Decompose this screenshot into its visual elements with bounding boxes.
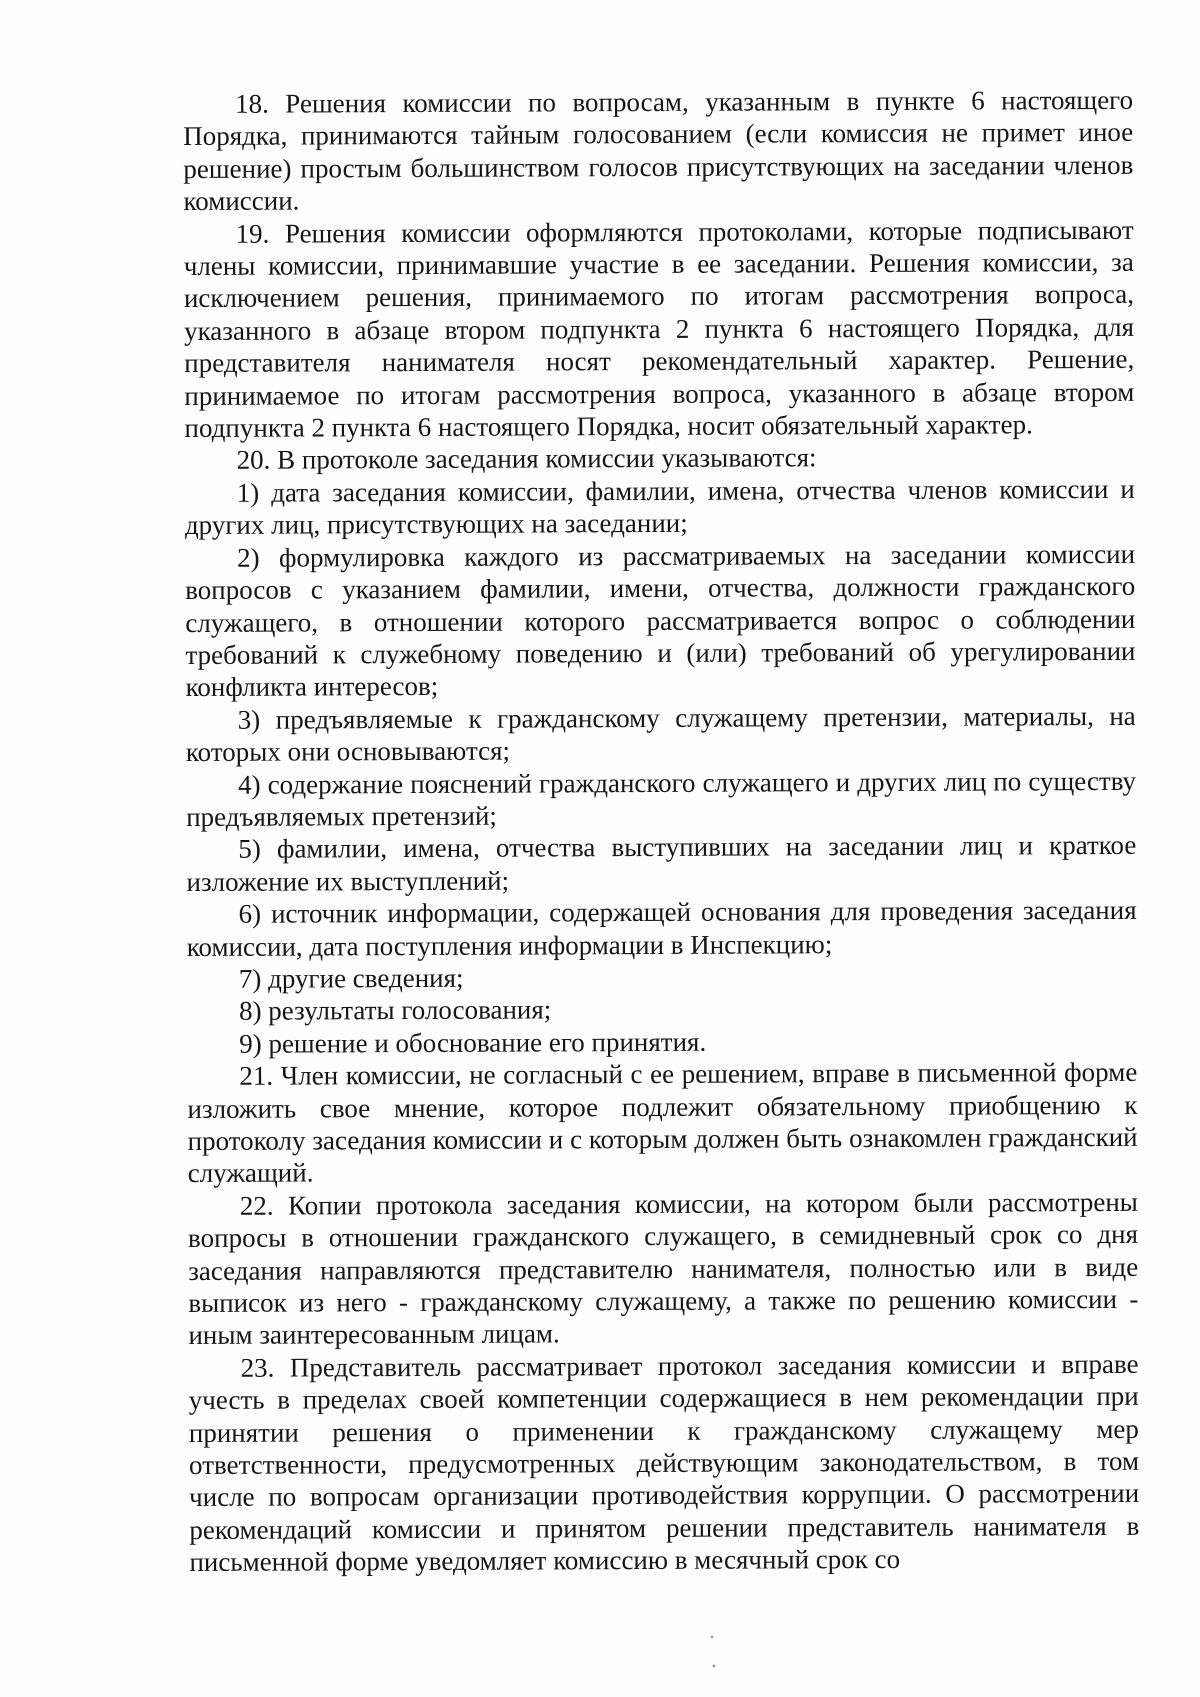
scan-speck	[711, 1636, 714, 1639]
paragraph-19: 19. Решения комиссии оформляются протоколами, которые подписывают члены комиссии, принимавшие участие в ее заседании. Решения комиссии, за исключением решения, принимаемого по итогам рассмотрения вопроса, указанного в абзаце втором подпункта 2 пункта 6 настоящего Порядка, для представителя нанимателя носят рекомендательный характер. Решение, принимаемое по итогам рассмотрения вопроса, указанного в абзаце втором подпункта 2 пункта 6 настоящего Порядка, носит обязательный характер.	[183, 214, 1135, 444]
list-item-2: 2) формулировка каждого из рассматриваемых на заседании комиссии вопросов с указанием фамилии, имени, отчества, должности гражданского служащего, в отношении которого рассматривается вопрос о соблюдении требований к служебному поведению и (или) требований об урегулировании конфликта интересов;	[185, 538, 1136, 703]
paragraph-22: 22. Копии протокола заседания комиссии, на котором были рассмотрены вопросы в отношении гражданского служащего, в семидневный срок со дня заседания направляются представителю нанимателя, полностью или в виде выписок из него - гражданскому служащему, а также по решению комиссии - иным заинтересованным лицам.	[187, 1186, 1139, 1351]
list-item-8: 8) результаты голосования;	[238, 994, 552, 1027]
list-item-6: 6) источник информации, содержащей основания для проведения заседания комиссии, дата поступления информации в Инспекцию;	[186, 895, 1137, 962]
list-item-7: 7) другие сведения;	[238, 962, 464, 994]
paragraph-20: 20. В протоколе заседания комиссии указываются:	[236, 442, 817, 476]
paragraph-18: 18. Решения комиссии по вопросам, указанным в пункте 6 настоящего Порядка, принимаются тайным голосованием (если комиссия не примет иное решение) простым большинством голосов присутствующих на заседании членов комиссии.	[183, 84, 1134, 217]
list-item-4: 4) содержание пояснений гражданского служащего и других лиц по существу предъявляемых претензий;	[186, 765, 1137, 832]
list-item-9: 9) решение и обоснование его принятия.	[239, 1026, 707, 1059]
list-item-5: 5) фамилии, имена, отчества выступивших на заседании лиц и краткое изложение их выступлений;	[186, 830, 1137, 897]
paragraph-21: 21. Член комиссии, не согласный с ее решением, вправе в письменной форме изложить свое мнение, которое подлежит обязательному приобщению к протоколу заседания комиссии и с которым должен быть ознакомлен гражданский служащий.	[187, 1057, 1138, 1189]
list-item-1: 1) дата заседания комиссии, фамилии, имена, отчества членов комиссии и других лиц, присутствующих на заседании;	[184, 473, 1135, 541]
paragraph-23: 23. Представитель рассматривает протокол заседания комиссии и вправе учесть в пределах своей компетенции содержащиеся в нем рекомендации при принятии решения о применении к гражданскому служащему мер ответственности, предусмотренных действующим законодательством, в том числе по вопросам организации противодействия коррупции. О рассмотрении рекомендаций комиссии и принятом решении представитель нанимателя в письменной форме уведомляет комиссию в месячный срок со	[188, 1348, 1140, 1578]
list-item-3: 3) предъявляемые к гражданскому служащему претензии, материалы, на которых они основываются;	[185, 700, 1136, 768]
scan-speck	[713, 1665, 716, 1668]
